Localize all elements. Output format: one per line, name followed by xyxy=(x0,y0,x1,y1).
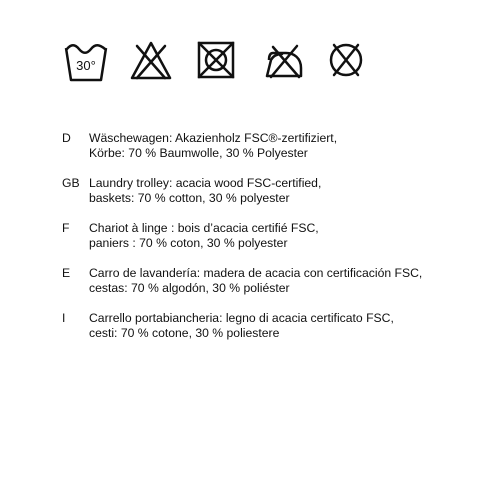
language-code: D xyxy=(62,131,71,145)
entry-line-1: Wäschewagen: Akazienholz FSC®-zertifiziert, xyxy=(89,131,338,145)
entry-text xyxy=(89,311,479,341)
material-entry-german xyxy=(62,131,482,175)
material-entry-english xyxy=(62,176,482,220)
entry-line-1: Chariot à linge : bois d’acacia certifié FSC, xyxy=(89,221,319,235)
entry-line-2: baskets: 70 % cotton, 30 % polyester xyxy=(89,191,290,205)
language-code: I xyxy=(62,311,66,325)
entry-text xyxy=(89,176,479,206)
language-code: F xyxy=(62,221,70,235)
entry-text xyxy=(89,221,479,251)
entry-line-2: cesti: 70 % cotone, 30 % poliestere xyxy=(89,326,280,340)
entry-line-1: Laundry trolley: acacia wood FSC-certified, xyxy=(89,176,322,190)
wash-temperature-label: 30° xyxy=(76,58,96,73)
do-not-iron-icon xyxy=(255,36,307,84)
entry-line-2: cestas: 70 % algodón, 30 % poliéster xyxy=(89,281,290,295)
entry-line-2: Körbe: 70 % Baumwolle, 30 % Polyester xyxy=(89,146,308,160)
entry-text xyxy=(89,131,479,161)
material-entry-french xyxy=(62,221,482,265)
entry-line-2: paniers : 70 % coton, 30 % polyester xyxy=(89,236,288,250)
do-not-tumble-dry-icon xyxy=(190,36,242,84)
entry-text xyxy=(89,266,479,296)
language-code: GB xyxy=(62,176,80,190)
language-code: E xyxy=(62,266,71,280)
wash-30-icon xyxy=(60,36,112,84)
entry-line-1: Carrello portabiancheria: legno di acacia certificato FSC, xyxy=(89,311,394,325)
material-entry-italian xyxy=(62,311,482,355)
do-not-bleach-icon xyxy=(125,36,177,84)
care-symbols-row xyxy=(60,36,380,86)
material-descriptions xyxy=(62,131,482,356)
material-entry-spanish xyxy=(62,266,482,310)
do-not-dry-clean-icon xyxy=(320,36,372,84)
entry-line-1: Carro de lavandería: madera de acacia con certificación FSC, xyxy=(89,266,423,280)
